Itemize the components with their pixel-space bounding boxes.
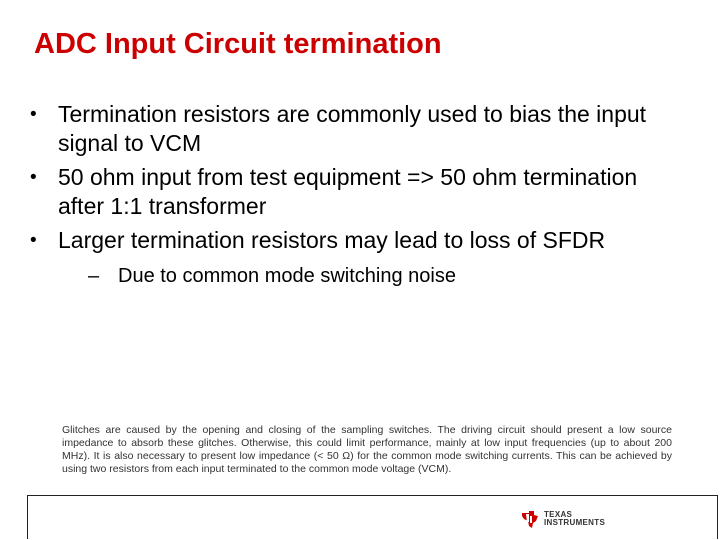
bullet-text: Termination resistors are commonly used to bias the input signal to VCM [58, 101, 647, 156]
bullet-text: Larger termination resistors may lead to loss of SFDR [58, 227, 606, 253]
slide-title: ADC Input Circuit termination [34, 28, 442, 60]
bullet-item [30, 226, 680, 289]
logo-line-texas: TEXAS [544, 510, 573, 519]
bullet-item [30, 100, 680, 158]
sub-bullet [58, 263, 680, 289]
ti-logo-icon [520, 509, 540, 529]
ti-logo [520, 509, 605, 529]
logo-line-instruments: INSTRUMENTS [544, 518, 606, 527]
bullet-marker: • [30, 230, 37, 251]
sub-bullet-text: Due to common mode switching noise [118, 265, 456, 287]
ti-logo-text [544, 511, 605, 527]
footer-bar [27, 495, 718, 539]
bullet-item [30, 163, 680, 221]
bullet-list [30, 100, 680, 294]
bullet-marker: • [30, 104, 37, 125]
sub-bullet-marker: – [88, 265, 100, 287]
bullet-text: 50 ohm input from test equipment => 50 ohm termination after 1:1 transformer [58, 164, 638, 219]
bullet-marker: • [30, 167, 37, 188]
datasheet-excerpt: Glitches are caused by the opening and closing of the sampling switches. The driving circuit should present a low source impedance to absorb these glitches. Otherwise, this could limit performance, mainly at low input frequencies (up to about 200 MHz). It is also necessary to present low impedance (< 50 Ω) for the common mode switching currents. This can be achieved by using two resistors from each input terminated to the common mode voltage (VCM). [62, 424, 672, 475]
